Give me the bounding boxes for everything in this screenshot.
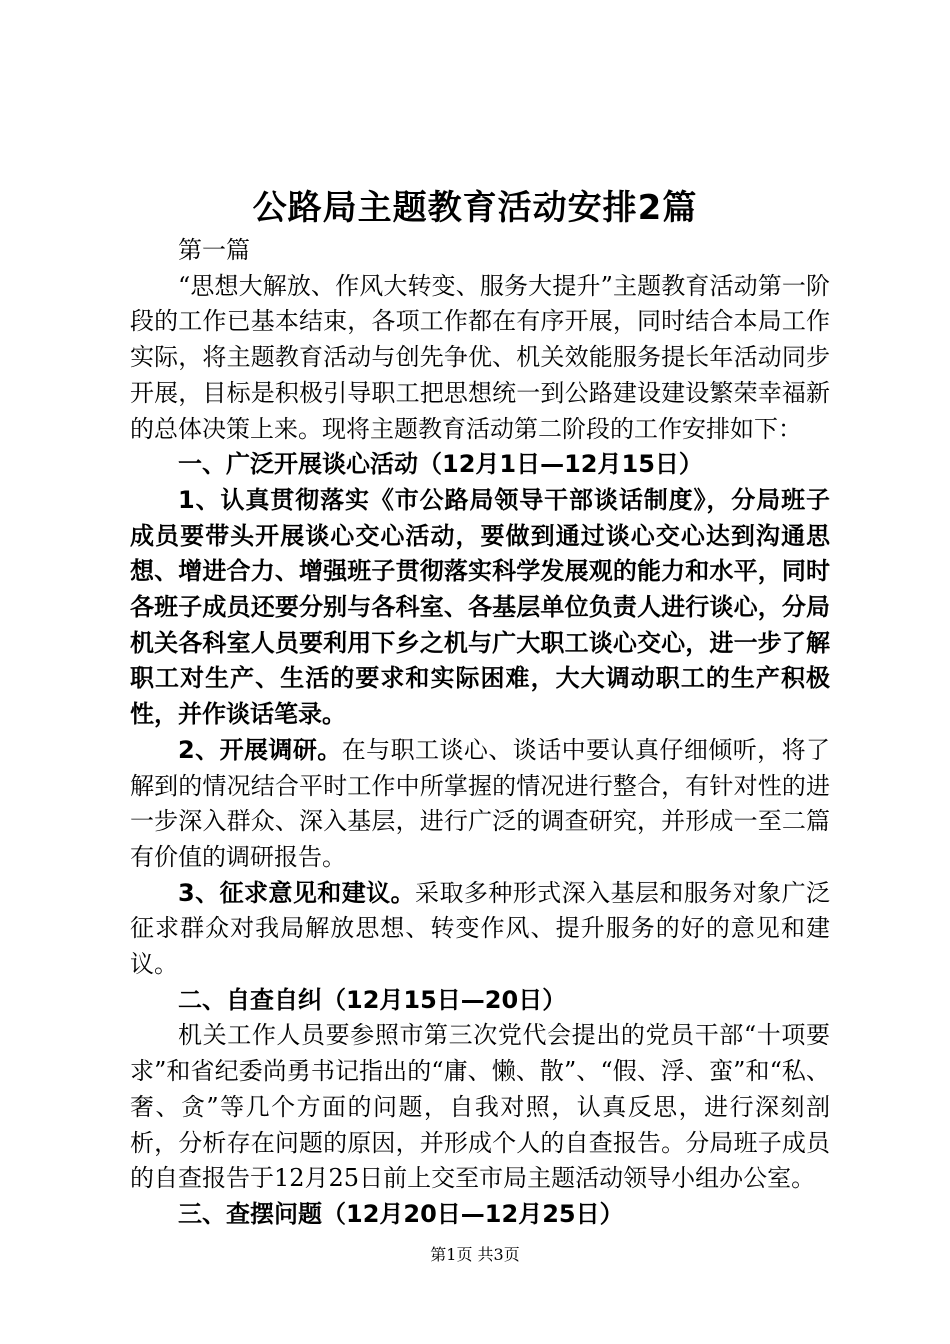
item-3-body: 采取多种形式深入基层和服务对象广泛征求群众对我局解放思想、转变作风、提升服务的好的意见和建议。 [130, 878, 830, 979]
item-2-body: 在与职工谈心、谈话中要认真仔细倾听，将了解到的情况结合平时工作中所掌握的情况进行整合，有针对性的进一步深入群众、深入基层，进行广泛的调查研究，并形成一至二篇有价值的调研报告。 [130, 735, 831, 871]
heading-3: 三、查摆问题（12月20日—12月25日） [178, 1199, 624, 1228]
item-3-paragraph [130, 876, 830, 983]
item-2-lead: 2、开展调研。 [178, 735, 342, 764]
heading-2: 二、自查自纠（12月15日—20日） [178, 985, 567, 1014]
item-2-paragraph [130, 733, 830, 876]
item-1-paragraph: 1、认真贯彻落实《市公路局领导干部谈话制度》，分局班子成员要带头开展谈心交心活动，要做到通过谈心交心达到沟通思想、增进合力、增强班子贯彻落实科学发展观的能力和水平，同时各班子成员还要分别与各科室、各基层单位负责人进行谈心，分局机关各科室人员要利用下乡之机与广大职工谈心交心，进一步了解职工对生产、生活的要求和实际困难，大大调动职工的生产积极性，并作谈话笔录。 [130, 485, 830, 729]
page-footer: 第1页 共3页 [430, 1245, 520, 1264]
intro-paragraph: “思想大解放、作风大转变、服务大提升”主题教育活动第一阶段的工作已基本结束，各项工作都在有序开展，同时结合本局工作实际，将主题教育活动与创先争优、机关效能服务提长年活动同步开展，目标是积极引导职工把思想统一到公路建设建设繁荣幸福新的总体决策上来。现将主题教育活动第二阶段的工作安排如下： [130, 271, 830, 443]
document-title: 公路局主题教育活动安排2篇 [252, 188, 698, 228]
document-body [130, 233, 830, 1233]
heading-1: 一、广泛开展谈心活动（12月1日—12月15日） [178, 450, 703, 479]
self-check-paragraph: 机关工作人员要参照市第三次党代会提出的党员干部“十项要求”和省纪委尚勇书记指出的“庸、懒、散”、“假、浮、蛮”和“私、奢、贪”等几个方面的问题，自我对照，认真反思，进行深刻剖析，分析存在问题的原因，并形成个人的自查报告。分局班子成员的自查报告于12月25日前上交至市局主题活动领导小组办公室。 [130, 1021, 830, 1193]
section-label: 第一篇 [178, 236, 250, 264]
item-3-lead: 3、征求意见和建议。 [178, 878, 416, 907]
